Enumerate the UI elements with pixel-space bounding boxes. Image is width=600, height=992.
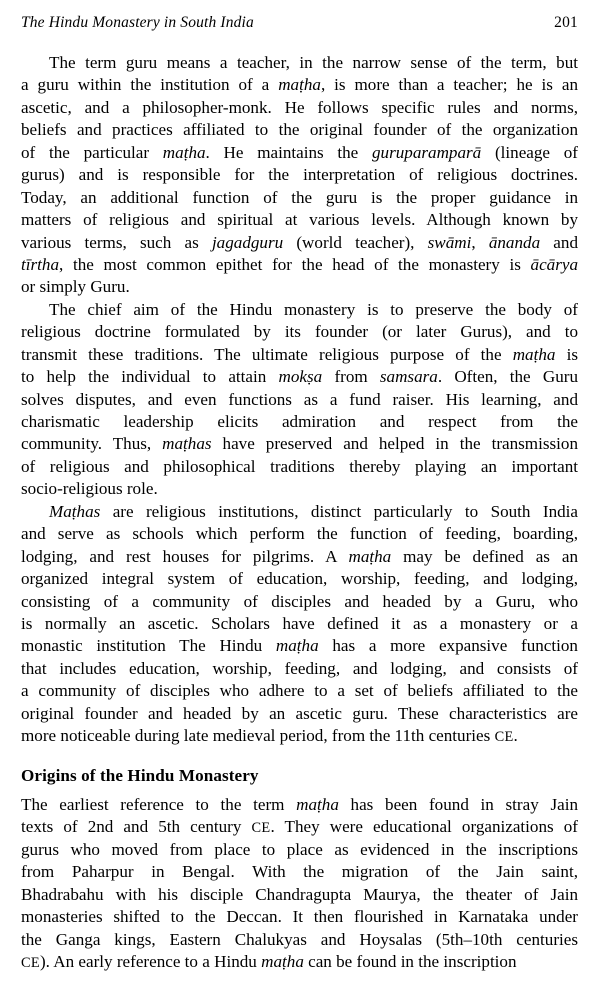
heading-spacer-bottom (21, 787, 578, 794)
text-line: texts of 2nd and 5th century CE. They were educational organizations of (21, 817, 579, 837)
text-line: various terms, such as jagadguru (world teacher), swāmi, ānanda and (21, 232, 578, 252)
page-number: 201 (554, 14, 578, 31)
text-line: a community of disciples who adhere to a set of beliefs affiliated to the (21, 681, 578, 701)
section-heading: Origins of the Hindu Monastery (21, 765, 259, 785)
text-flow (21, 52, 578, 974)
text-line: that includes education, worship, feeding, and lodging, and consists of (21, 658, 578, 678)
text-line: a guru within the institution of a maṭha, is more than a teacher; he is an (21, 75, 578, 95)
running-header (21, 14, 578, 36)
text-line: from Paharpur in Bengal. With the migration of the Jain saint, (21, 862, 578, 882)
text-line: consisting of a community of disciples and headed by a Guru, who (21, 591, 578, 611)
text-line: more noticeable during late medieval period, from the 11th centuries CE. (21, 726, 518, 746)
text-line: and serve as schools which perform the function of feeding, boarding, (21, 524, 578, 544)
text-line: Today, an additional function of the guru is the proper guidance in (21, 187, 578, 207)
text-line: solves disputes, and even functions as a fund raiser. His learning, and (21, 389, 578, 409)
text-line: The chief aim of the Hindu monastery is to preserve the body of (49, 299, 578, 319)
paragraph (21, 794, 578, 974)
text-line: tīrtha, the most common epithet for the head of the monastery is ācārya (21, 254, 578, 274)
text-line: is normally an ascetic. Scholars have defined it as a monastery or a (21, 613, 578, 633)
text-line: gurus) and is responsible for the interpretation of religious doctrines. (21, 165, 578, 185)
text-line: original founder and headed by an ascetic guru. These characteristics are (21, 703, 578, 723)
text-line: CE). An early reference to a Hindu maṭha can be found in the inscription (21, 952, 517, 972)
paragraph (21, 299, 578, 501)
text-line: or simply Guru. (21, 277, 130, 297)
text-line: ascetic, and a philosopher-monk. He follows specific rules and norms, (21, 97, 578, 117)
text-line: of the particular maṭha. He maintains the guruparamparā (lineage of (21, 142, 578, 162)
text-line: religious doctrine formulated by its founder (or later Gurus), and to (21, 322, 578, 342)
text-line: socio-religious role. (21, 479, 158, 499)
text-line: organized integral system of education, worship, feeding, and lodging, (21, 569, 578, 589)
text-line: to help the individual to attain mokṣa from samsara. Often, the Guru (21, 367, 578, 387)
text-line: Maṭhas are religious institutions, distinct particularly to South India (49, 501, 578, 521)
running-head-title: The Hindu Monastery in South India (21, 14, 254, 31)
text-line: transmit these traditions. The ultimate religious purpose of the maṭha is (21, 344, 578, 364)
text-line: monastic institution The Hindu maṭha has a more expansive function (21, 636, 578, 656)
paragraph (21, 52, 578, 299)
text-line: monasteries shifted to the Deccan. It then flourished in Karnataka under (21, 907, 578, 927)
text-line: The term guru means a teacher, in the narrow sense of the term, but (49, 53, 578, 72)
paragraph (21, 501, 578, 748)
heading-spacer-top (21, 748, 578, 765)
body-text-block (21, 52, 578, 974)
text-line: gurus who moved from place to place as evidenced in the inscriptions (21, 839, 578, 859)
text-line: matters of religious and spiritual at various levels. Although known by (21, 210, 578, 230)
text-line: lodging, and rest houses for pilgrims. A maṭha may be defined as an (21, 546, 579, 566)
text-line: Bhadrabahu with his disciple Chandragupta Maurya, the theater of Jain (21, 884, 578, 904)
text-line: community. Thus, maṭhas have preserved and helped in the transmission (21, 434, 578, 454)
text-line: of religious and philosophical traditions thereby playing an important (21, 456, 578, 476)
text-line: beliefs and practices affiliated to the original founder of the organization (21, 120, 578, 140)
text-line: charismatic leadership elicits admiration and respect from the (21, 412, 578, 431)
text-line: The earliest reference to the term maṭha has been found in stray Jain (21, 795, 578, 815)
text-line: the Ganga kings, Eastern Chalukyas and Hoysalas (5th–10th centuries (21, 929, 578, 949)
